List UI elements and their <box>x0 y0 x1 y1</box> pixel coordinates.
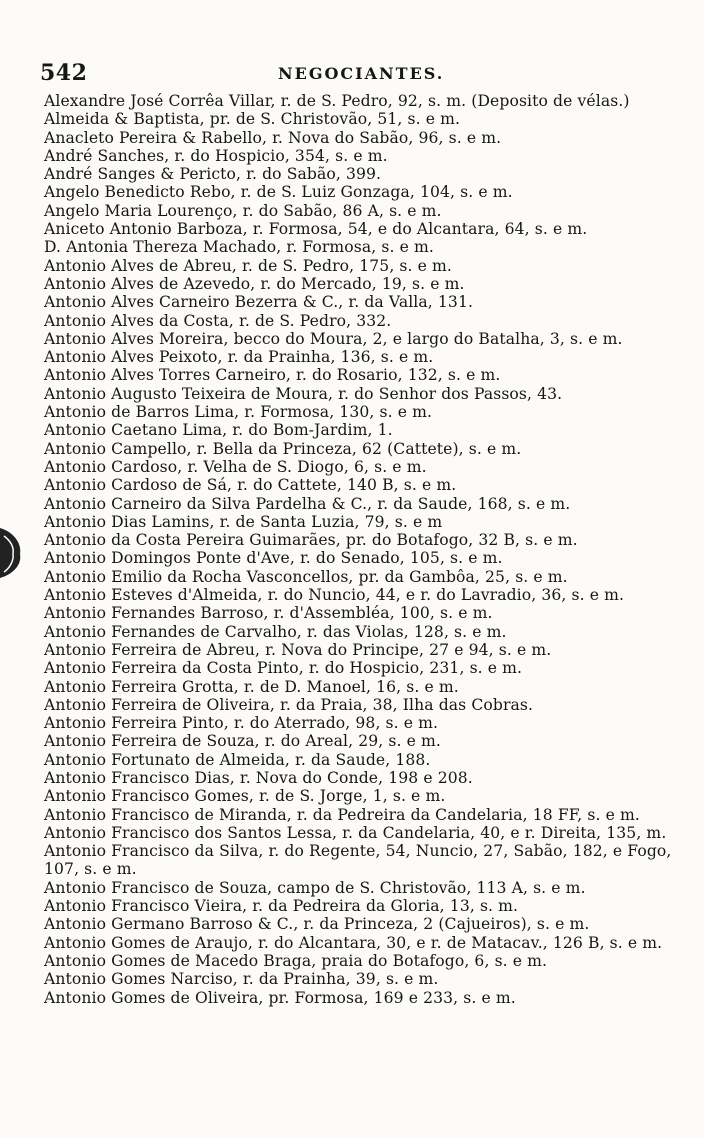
list-item: Antonio Gomes Narciso, r. da Prainha, 39, s. e m. <box>44 970 439 989</box>
list-item: Antonio Francisco de Souza, campo de S. Christovão, 113 A, s. e m. <box>44 878 586 897</box>
list-item: Antonio Fernandes de Carvalho, r. das Violas, 128, s. e m. <box>44 622 507 641</box>
list-item: Antonio Alves de Abreu, r. de S. Pedro, 175, s. e m. <box>44 256 452 275</box>
list-item: Antonio Dias Lamins, r. de Santa Luzia, 79, s. e m <box>44 512 443 531</box>
list-item: Antonio Cardoso de Sá, r. do Cattete, 140 B, s. e m. <box>44 476 457 495</box>
list-item: Antonio Cardoso, r. Velha de S. Diogo, 6, s. e m. <box>44 457 427 476</box>
list-item: Antonio Alves Carneiro Bezerra & C., r. da Valla, 131. <box>44 293 474 312</box>
list-item: Antonio Fernandes Barroso, r. d'Assembléa, 100, s. e m. <box>44 604 493 623</box>
list-item: Antonio Alves de Azevedo, r. do Mercado, 19, s. e m. <box>44 274 465 293</box>
list-item: Antonio da Costa Pereira Guimarães, pr. do Botafogo, 32 B, s. e m. <box>44 531 578 550</box>
list-item: Antonio Germano Barroso & C., r. da Princeza, 2 (Cajueiros), s. e m. <box>44 915 590 934</box>
merchant-list <box>44 92 684 1007</box>
list-item: Antonio Gomes de Oliveira, pr. Formosa, 169 e 233, s. e m. <box>44 988 516 1007</box>
list-item: Alexandre José Corrêa Villar, r. de S. Pedro, 92, s. m. (Deposito de vélas.) <box>44 92 630 110</box>
list-item: Antonio Domingos Ponte d'Ave, r. do Senado, 105, s. e m. <box>44 549 503 568</box>
list-item: Angelo Maria Lourenço, r. do Sabão, 86 A, s. e m. <box>44 201 442 220</box>
list-item: Antonio Francisco dos Santos Lessa, r. da Candelaria, 40, e r. Direita, 135, m. <box>44 823 667 842</box>
list-item: Antonio Esteves d'Almeida, r. do Nuncio, 44, e r. do Lavradio, 36, s. e m. <box>44 586 625 605</box>
list-item: Aniceto Antonio Barboza, r. Formosa, 54, e do Alcantara, 64, s. e m. <box>44 220 588 239</box>
list-item: Antonio Francisco Vieira, r. da Pedreira da Gloria, 13, s. m. <box>44 897 519 916</box>
list-item: Antonio Alves Torres Carneiro, r. do Rosario, 132, s. e m. <box>44 366 501 385</box>
page-number: 542 <box>40 60 88 86</box>
list-item: D. Antonia Thereza Machado, r. Formosa, s. e m. <box>44 238 434 257</box>
list-item: Antonio Francisco Gomes, r. de S. Jorge, 1, s. e m. <box>44 787 446 806</box>
list-item: Antonio Alves Peixoto, r. da Prainha, 136, s. e m. <box>44 348 434 367</box>
list-item: Antonio Augusto Teixeira de Moura, r. do Senhor dos Passos, 43. <box>44 384 563 403</box>
list-item: Antonio Ferreira de Souza, r. do Areal, 29, s. e m. <box>44 732 441 751</box>
list-item: Antonio Emilio da Rocha Vasconcellos, pr. da Gambôa, 25, s. e m. <box>44 567 568 586</box>
binding-thumb-mark <box>0 522 28 582</box>
list-item: Antonio Campello, r. Bella da Princeza, 62 (Cattete), s. e m. <box>44 439 522 458</box>
list-item: Antonio Ferreira Pinto, r. do Aterrado, 98, s. e m. <box>44 714 439 733</box>
list-item: Antonio de Barros Lima, r. Formosa, 130, s. e m. <box>44 403 433 422</box>
list-item: Antonio Francisco de Miranda, r. da Pedreira da Candelaria, 18 FF, s. e m. <box>44 805 640 824</box>
list-item: Angelo Benedicto Rebo, r. de S. Luiz Gonzaga, 104, s. e m. <box>44 183 513 202</box>
list-item: Antonio Ferreira de Oliveira, r. da Praia, 38, Ilha das Cobras. <box>44 695 534 714</box>
list-item: Antonio Alves Moreira, becco do Moura, 2, e largo do Batalha, 3, s. e m. <box>44 329 623 348</box>
list-item: Antonio Fortunato de Almeida, r. da Saude, 188. <box>44 750 431 769</box>
list-item: Anacleto Pereira & Rabello, r. Nova do Sabão, 96, s. e m. <box>44 128 502 147</box>
list-item: André Sanges & Pericto, r. do Sabão, 399. <box>44 165 382 184</box>
list-item: André Sanches, r. do Hospicio, 354, s. e m. <box>44 146 388 165</box>
list-item: Antonio Gomes de Araujo, r. do Alcantara, 30, e r. de Matacav., 126 B, s. e m. <box>44 933 663 952</box>
list-item: Antonio Ferreira Grotta, r. de D. Manoel, 16, s. e m. <box>44 677 459 696</box>
list-item: Almeida & Baptista, pr. de S. Christovão, 51, s. e m. <box>44 110 461 129</box>
list-item: Antonio Ferreira de Abreu, r. Nova do Principe, 27 e 94, s. e m. <box>44 640 552 659</box>
list-item: Antonio Gomes de Macedo Braga, praia do Botafogo, 6, s. e m. <box>44 951 548 970</box>
list-item: Antonio Francisco da Silva, r. do Regente, 54, Nuncio, 27, Sabão, 182, e Fogo, 107, s. e m. <box>44 842 672 879</box>
list-item: Antonio Caetano Lima, r. do Bom-Jardim, 1. <box>44 421 393 440</box>
list-item: Antonio Ferreira da Costa Pinto, r. do Hospicio, 231, s. e m. <box>44 659 523 678</box>
running-head: NEGOCIANTES. <box>278 64 445 83</box>
page-header <box>40 60 660 88</box>
list-item: Antonio Francisco Dias, r. Nova do Conde, 198 e 208. <box>44 768 473 787</box>
list-item: Antonio Carneiro da Silva Pardelha & C., r. da Saude, 168, s. e m. <box>44 494 571 513</box>
list-item: Antonio Alves da Costa, r. de S. Pedro, 332. <box>44 311 392 330</box>
